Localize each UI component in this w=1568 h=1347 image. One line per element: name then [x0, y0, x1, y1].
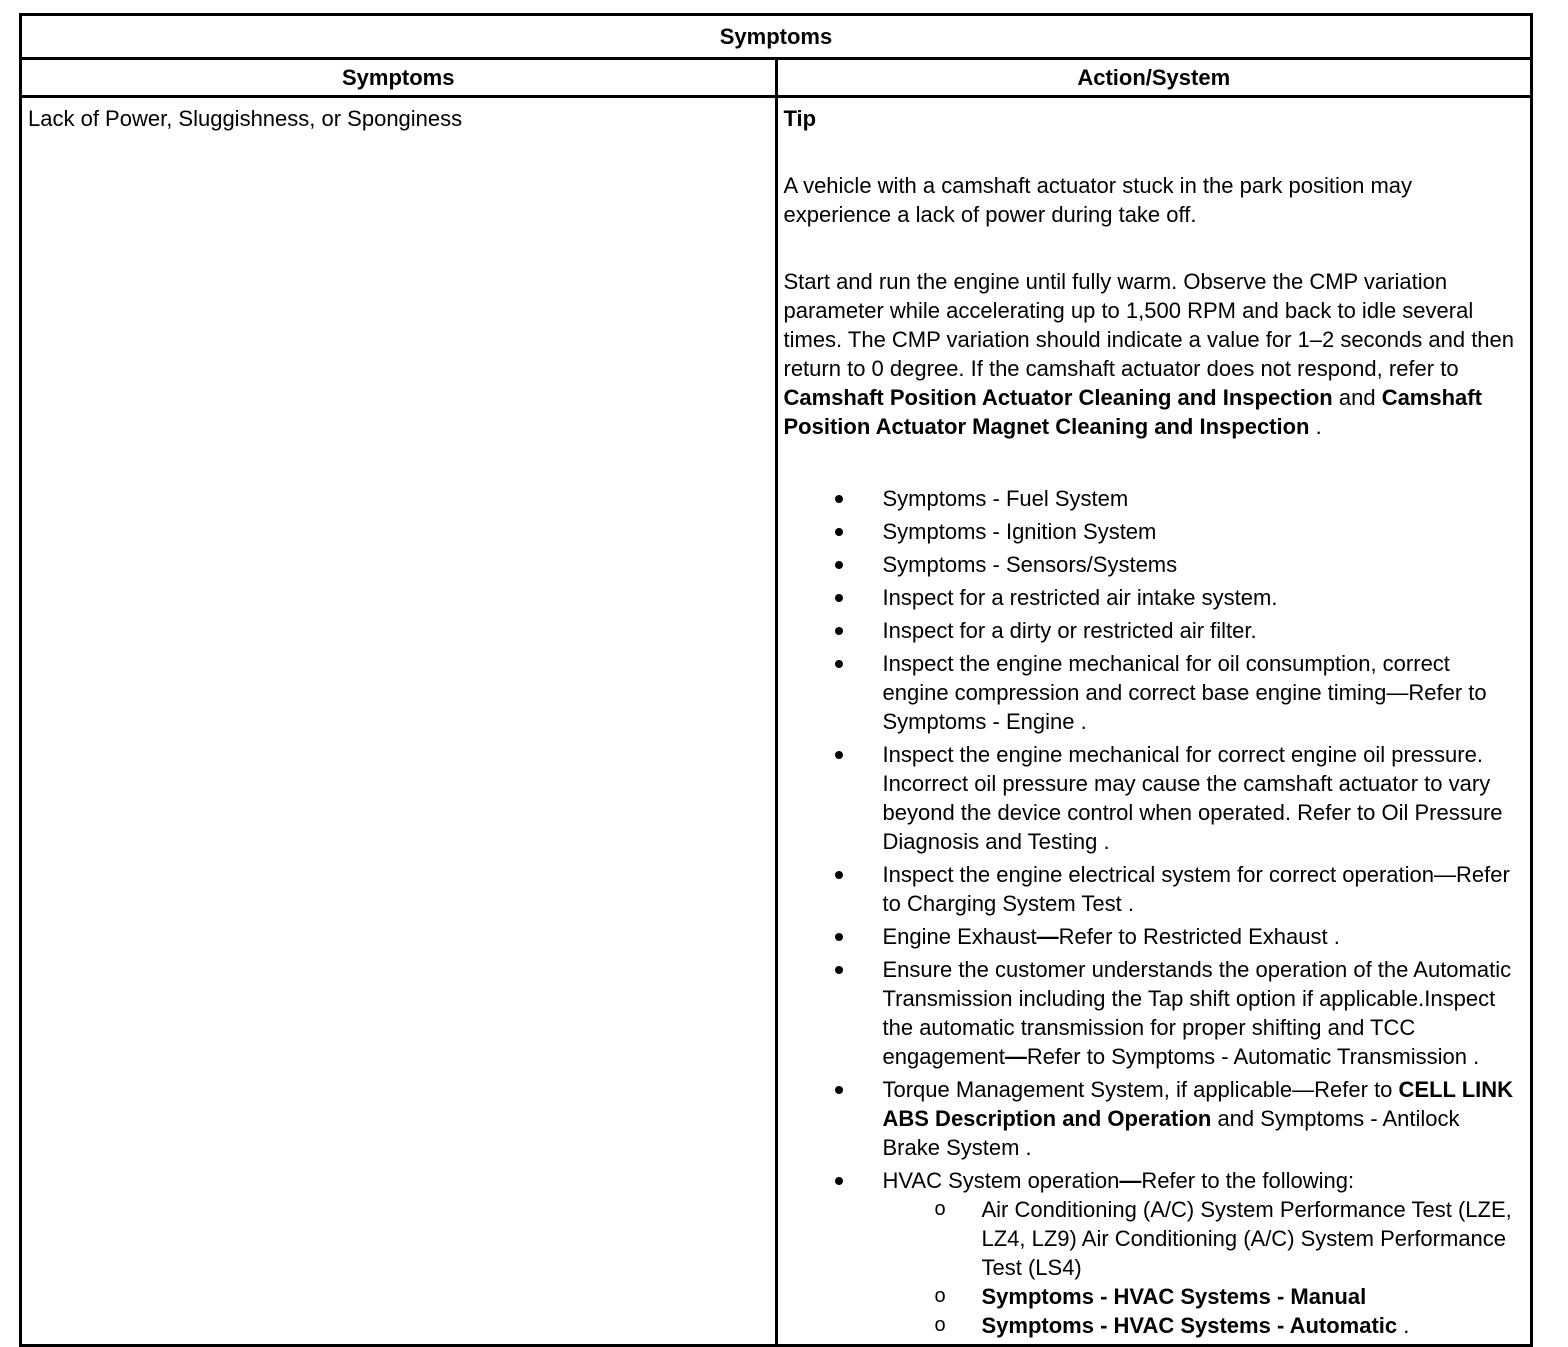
bullet-icon	[835, 495, 843, 503]
transmission-dash: —	[1004, 1044, 1027, 1069]
list-item-text[interactable]: Symptoms - Ignition System	[882, 519, 1157, 544]
circle-bullet-icon: o	[934, 1198, 946, 1220]
bullet-icon	[835, 1177, 843, 1185]
transmission-post: Refer to Symptoms - Automatic Transmission .	[1026, 1044, 1480, 1069]
list-item	[784, 550, 1519, 579]
bullet-icon	[835, 561, 843, 569]
tip-label: Tip	[783, 106, 817, 131]
symptom-text: Lack of Power, Sluggishness, or Sponginess	[28, 106, 463, 131]
list-item-text[interactable]: Symptoms - Sensors/Systems	[882, 552, 1178, 577]
table-title: Symptoms	[21, 15, 1532, 59]
cmp-paragraph	[784, 267, 1519, 441]
period-text: .	[1309, 414, 1322, 439]
torque-post: and Symptoms - Antilock Brake System .	[882, 1106, 1460, 1160]
bullet-icon	[835, 594, 843, 602]
tip-paragraph: A vehicle with a camshaft actuator stuck in the park position may experience a lack of power during take off.	[783, 173, 1413, 227]
symptoms-table	[19, 13, 1533, 1347]
list-item-exhaust	[784, 922, 1519, 951]
hvac-post: Refer to the following:	[1141, 1168, 1355, 1193]
sub-list-item	[883, 1195, 1519, 1282]
bullet-icon	[835, 751, 843, 759]
list-item-torque	[784, 1075, 1519, 1162]
list-item-text: Inspect the engine mechanical for correct engine oil pressure. Incorrect oil pressure may cause the camshaft actuator to vary beyond the device control when operated. Refer to Oil Pressure Diagnosis and Testing .	[882, 742, 1503, 854]
symptom-cell	[21, 97, 777, 1346]
action-cell	[776, 97, 1532, 1346]
list-item-text: Inspect for a dirty or restricted air filter.	[882, 618, 1257, 643]
list-item-hvac	[784, 1166, 1519, 1340]
bullet-icon	[835, 528, 843, 536]
list-item	[784, 616, 1519, 645]
list-item	[784, 484, 1519, 513]
list-item	[784, 860, 1519, 918]
list-item-text[interactable]: Symptoms - Fuel System	[882, 486, 1129, 511]
bullet-icon	[835, 966, 843, 974]
sub-list-item	[883, 1282, 1519, 1311]
sub-list-item	[883, 1311, 1519, 1340]
list-item-text: Inspect for a restricted air intake system.	[882, 585, 1278, 610]
hvac-dash: —	[1119, 1168, 1142, 1193]
list-item-text: Inspect the engine electrical system for correct operation—Refer to Charging System Test .	[882, 862, 1510, 916]
bullet-icon	[835, 627, 843, 635]
link-hvac-automatic[interactable]: Symptoms - HVAC Systems - Automatic	[981, 1313, 1398, 1338]
bullet-icon	[835, 660, 843, 668]
list-item	[784, 517, 1519, 546]
hvac-pre: HVAC System operation	[882, 1168, 1120, 1193]
sub-list-item-text[interactable]: Air Conditioning (A/C) System Performance Test (LZE, LZ4, LZ9) Air Conditioning (A/C) System Performance Test (LS4)	[981, 1197, 1512, 1280]
link-hvac-manual[interactable]: Symptoms - HVAC Systems - Manual	[981, 1284, 1367, 1309]
header-action-system: Action/System	[776, 59, 1532, 97]
list-item	[784, 649, 1519, 736]
exhaust-pre: Engine Exhaust	[882, 924, 1037, 949]
exhaust-dash: —	[1036, 924, 1059, 949]
list-item-text: Inspect the engine mechanical for oil consumption, correct engine compression and correct base engine timing—Refer to Symptoms - Engine .	[882, 651, 1487, 734]
circle-bullet-icon: o	[934, 1285, 946, 1307]
link-camshaft-magnet-cleaning[interactable]: Camshaft Position Actuator Magnet Cleaning and Inspection	[783, 385, 1482, 439]
circle-bullet-icon: o	[934, 1314, 946, 1336]
link-cell-link-abs[interactable]: CELL LINK ABS Description and Operation	[882, 1077, 1514, 1131]
bullet-icon	[835, 871, 843, 879]
bullet-icon	[835, 933, 843, 941]
torque-pre: Torque Management System, if applicable—Refer to	[882, 1077, 1399, 1102]
hvac-sublist	[883, 1195, 1519, 1340]
list-item	[784, 583, 1519, 612]
action-list	[784, 484, 1519, 1340]
bullet-icon	[835, 1086, 843, 1094]
header-symptoms: Symptoms	[21, 59, 777, 97]
exhaust-post: Refer to Restricted Exhaust .	[1058, 924, 1340, 949]
list-item-transmission	[784, 955, 1519, 1071]
conjunction-text: and	[1332, 385, 1382, 410]
transmission-pre: Ensure the customer understands the operation of the Automatic Transmission including the Tap shift option if applicable.Inspect the automatic transmission for proper shifting and TCC engagement	[882, 957, 1512, 1069]
link-camshaft-actuator-cleaning[interactable]: Camshaft Position Actuator Cleaning and Inspection	[783, 385, 1333, 410]
hvac-automatic-suffix: .	[1397, 1313, 1410, 1338]
list-item	[784, 740, 1519, 856]
cmp-text: Start and run the engine until fully warm. Observe the CMP variation parameter while accelerating up to 1,500 RPM and back to idle several times. The CMP variation should indicate a value for 1–2 seconds and then return to 0 degree. If the camshaft actuator does not respond, refer to	[783, 269, 1515, 381]
